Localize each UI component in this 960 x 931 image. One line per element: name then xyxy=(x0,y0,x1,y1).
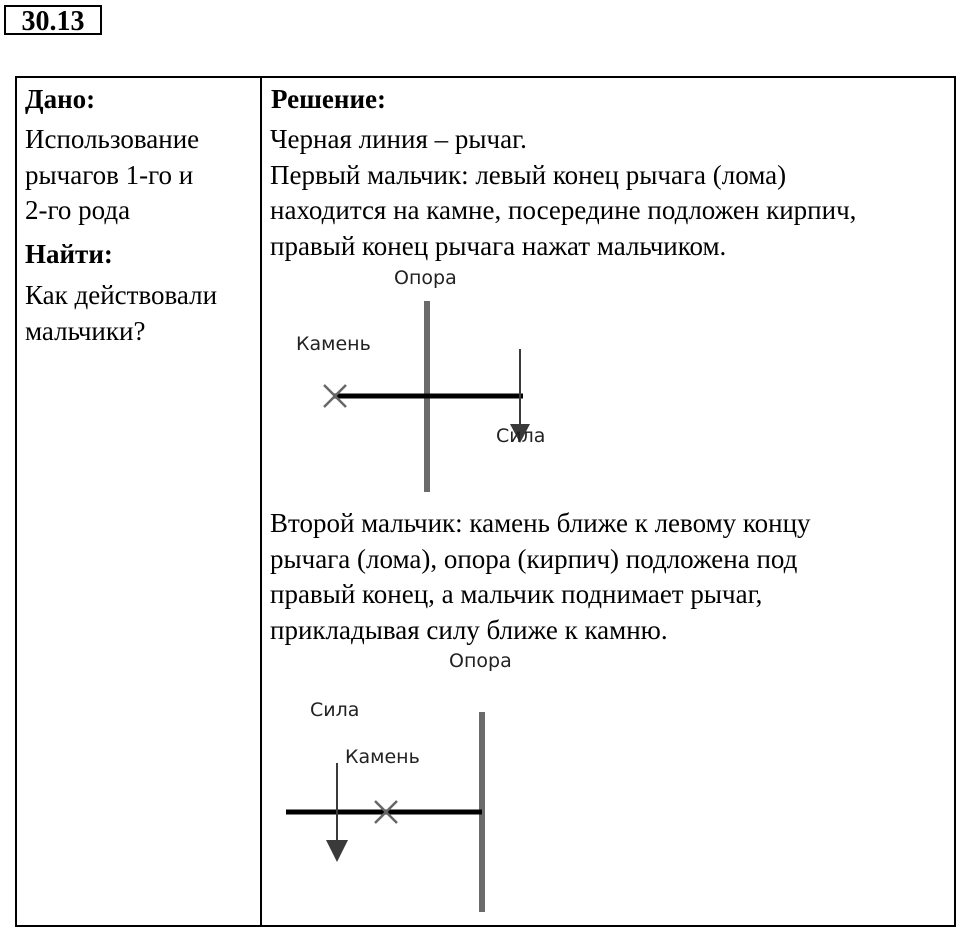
solution-heading: Решение: xyxy=(271,84,386,114)
solution-line: правый конец рычага нажат мальчиком. xyxy=(270,230,727,261)
given-line: 2-го рода xyxy=(25,195,131,225)
given-heading: Дано: xyxy=(25,84,96,114)
solution-line: правый конец, а мальчик поднимает рычаг, xyxy=(270,579,763,609)
solution-line: Второй мальчик: камень ближе к левому концу xyxy=(270,508,811,538)
force-label: Сила xyxy=(310,699,360,721)
solution-line: Черная линия – рычаг. xyxy=(270,124,527,154)
solution-line: Первый мальчик: левый конец рычага (лома) xyxy=(270,159,787,190)
given-line: рычагов 1-го и xyxy=(25,159,194,190)
find-heading: Найти: xyxy=(25,239,113,269)
stone-label: Камень xyxy=(296,333,371,355)
stone-label: Камень xyxy=(345,746,420,768)
find-line: мальчики? xyxy=(25,315,146,346)
problem-number: 30.13 xyxy=(4,5,102,35)
find-line: Как действовали xyxy=(25,280,218,310)
given-line: Использование xyxy=(25,124,200,154)
solution-line: рычага (лома), опора (кирпич) подложена под xyxy=(270,543,798,574)
force-arrow-icon xyxy=(326,840,348,862)
solution-line: находится на камне, посередине подложен кирпич, xyxy=(270,195,857,225)
solution-line: прикладывая силу ближе к камню. xyxy=(270,614,668,645)
support-label: Опора xyxy=(394,267,457,289)
force-label: Сила xyxy=(496,425,546,447)
support-label: Опора xyxy=(449,650,512,672)
